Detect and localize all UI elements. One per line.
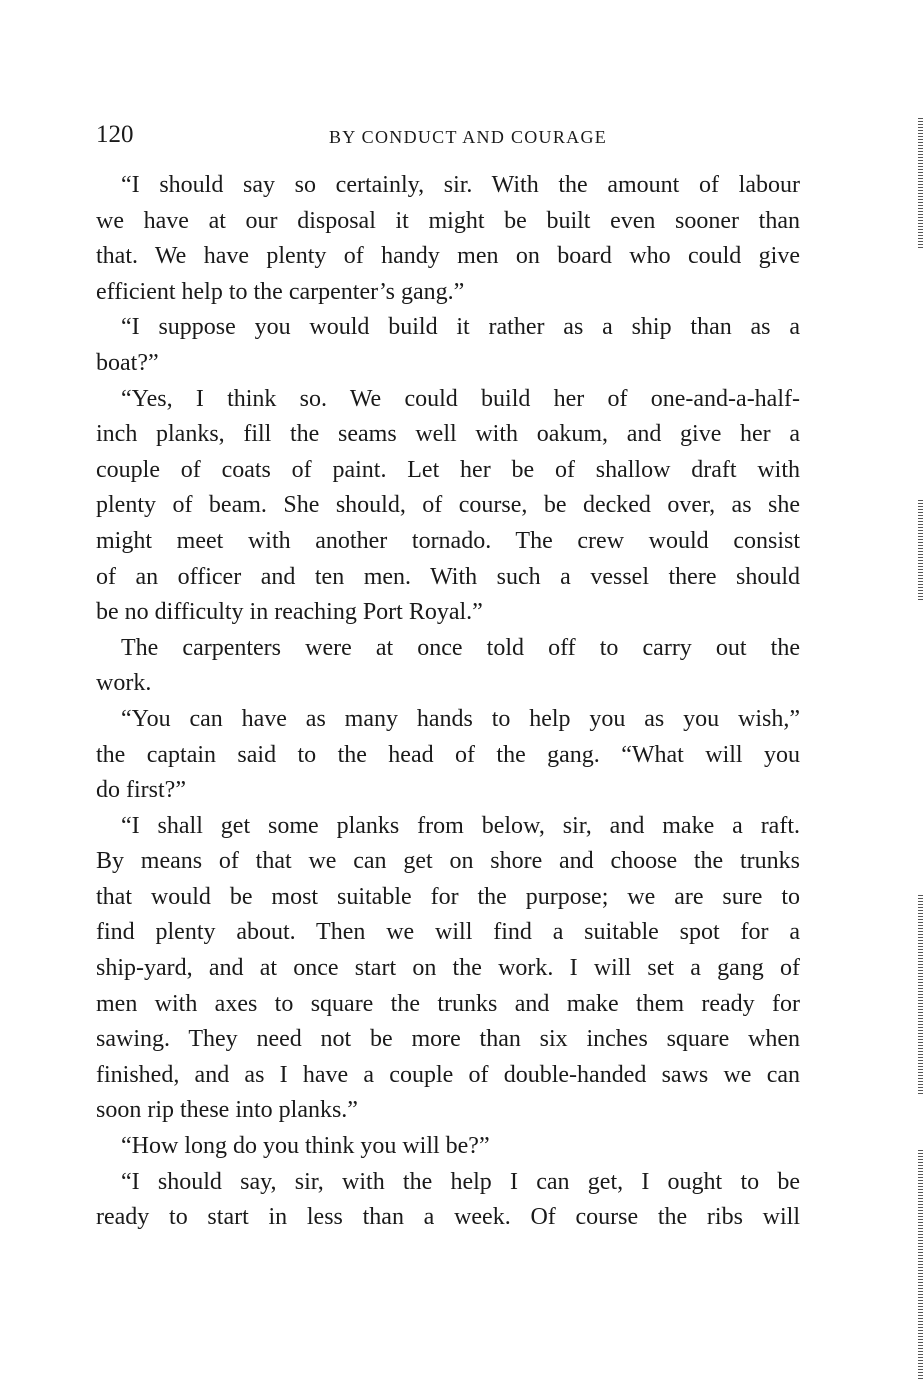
page-edge-mark: [918, 895, 923, 1095]
text-line: ready to start in less than a week. Of course the ribs will: [96, 1204, 800, 1231]
text-line: “How long do you think you will be?”: [121, 1133, 490, 1160]
text-line: “I suppose you would build it rather as a ship than as a: [121, 314, 800, 341]
text-line: inch planks, fill the seams well with oakum, and give her a: [96, 421, 800, 448]
page-edge-mark: [918, 1150, 923, 1381]
text-line: finished, and as I have a couple of double-handed saws we can: [96, 1061, 800, 1088]
text-line: of an officer and ten men. With such a vessel there should: [96, 563, 800, 590]
text-line: we have at our disposal it might be built even sooner than: [96, 207, 800, 234]
text-line: be no difficulty in reaching Port Royal.”: [96, 599, 483, 626]
text-line: efficient help to the carpenter’s gang.”: [96, 278, 465, 305]
body-text: [96, 168, 800, 1236]
text-line: ship-yard, and at once start on the work. I will set a gang of: [96, 955, 800, 982]
text-line: that would be most suitable for the purpose; we are sure to: [96, 883, 800, 910]
text-line: men with axes to square the trunks and make them ready for: [96, 990, 800, 1017]
text-line: sawing. They need not be more than six inches square when: [96, 1026, 800, 1053]
running-title: BY CONDUCT AND COURAGE: [328, 127, 608, 147]
text-line: the captain said to the head of the gang. “What will you: [96, 741, 800, 768]
text-line: By means of that we can get on shore and choose the trunks: [96, 848, 800, 875]
text-line: The carpenters were at once told off to carry out the: [121, 634, 800, 661]
page-edge-mark: [918, 500, 923, 600]
text-line: plenty of beam. She should, of course, be decked over, as she: [96, 492, 800, 519]
page-edge-mark: [918, 118, 923, 248]
text-line: “I should say, sir, with the help I can get, I ought to be: [121, 1168, 800, 1195]
text-line: that. We have plenty of handy men on board who could give: [96, 243, 800, 270]
page-header: [96, 118, 800, 152]
text-line: work.: [96, 670, 152, 697]
text-line: boat?”: [96, 349, 159, 376]
text-line: “Yes, I think so. We could build her of one-and-a-half-: [121, 385, 800, 412]
page-number: 120: [96, 121, 134, 148]
text-line: soon rip these into planks.”: [96, 1097, 358, 1124]
text-line: “I should say so certainly, sir. With the amount of labour: [121, 172, 800, 198]
text-line: do first?”: [96, 777, 186, 804]
text-line: couple of coats of paint. Let her be of shallow draft with: [96, 456, 800, 483]
text-line: “You can have as many hands to help you as you wish,”: [121, 705, 800, 732]
text-line: find plenty about. Then we will find a suitable spot for a: [96, 919, 800, 946]
text-line: might meet with another tornado. The crew would consist: [96, 527, 800, 554]
text-line: “I shall get some planks from below, sir, and make a raft.: [121, 812, 800, 839]
